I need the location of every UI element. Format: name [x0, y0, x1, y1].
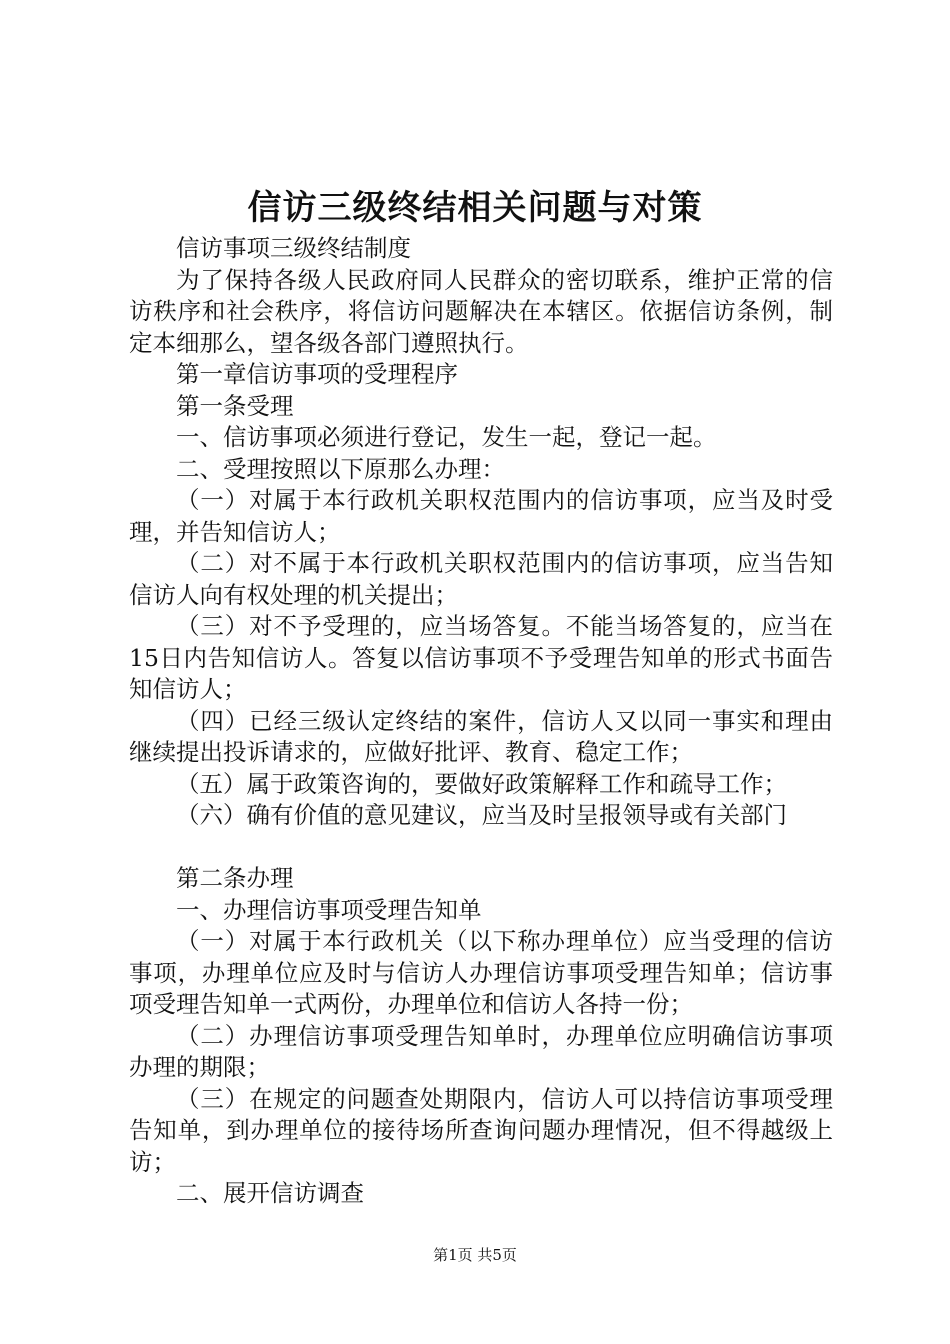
- paragraph: 信访事项三级终结制度: [176, 234, 411, 262]
- list-item: （一）对属于本行政机关（以下称办理单位）应当受理的信访事项，办理单位应及时与信访人办理信访事项受理告知单；信访事项受理告知单一式两份，办理单位和信访人各持一份；: [129, 927, 833, 1018]
- list-item: （一）对属于本行政机关职权范围内的信访事项，应当及时受理，并告知信访人；: [129, 486, 833, 546]
- list-item: （四）已经三级认定终结的案件，信访人又以同一事实和理由继续提出投诉请求的，应做好批评、教育、稳定工作；: [129, 706, 833, 766]
- paragraph: 为了保持各级人民政府同人民群众的密切联系，维护正常的信访秩序和社会秩序，将信访问题解决在本辖区。依据信访条例，制定本细那么，望各级各部门遵照执行。: [129, 265, 833, 357]
- list-item: （五）属于政策咨询的，要做好政策解释工作和疏导工作；: [176, 769, 787, 798]
- paragraph: 一、信访事项必须进行登记，发生一起，登记一起。: [176, 423, 717, 451]
- paragraph: 二、受理按照以下原那么办理：: [176, 454, 505, 483]
- chapter-heading: 第一章信访事项的受理程序: [176, 360, 458, 388]
- list-item: （六）确有价值的意见建议，应当及时呈报领导或有关部门: [176, 801, 787, 829]
- list-item: （二）办理信访事项受理告知单时，办理单位应明确信访事项办理的期限；: [129, 1021, 833, 1081]
- article-heading: 第二条办理: [176, 864, 294, 892]
- paragraph: 二、展开信访调查: [176, 1179, 364, 1207]
- document-title: 信访三级终结相关问题与对策: [247, 188, 703, 228]
- list-item: （三）在规定的问题查处期限内，信访人可以持信访事项受理告知单，到办理单位的接待场所查询问题办理情况，但不得越级上访；: [129, 1084, 833, 1176]
- document-body: [129, 233, 833, 1210]
- paragraph: 一、办理信访事项受理告知单: [176, 895, 482, 924]
- article-heading: 第一条受理: [176, 391, 294, 420]
- list-item: （三）对不予受理的，应当场答复。不能当场答复的，应当在15日内告知信访人。答复以信访事项不予受理告知单的形式书面告知信访人；: [129, 612, 833, 703]
- list-item: （二）对不属于本行政机关职权范围内的信访事项，应当告知信访人向有权处理的机关提出；: [129, 549, 833, 609]
- page-number: 第1页 共5页: [433, 1246, 517, 1264]
